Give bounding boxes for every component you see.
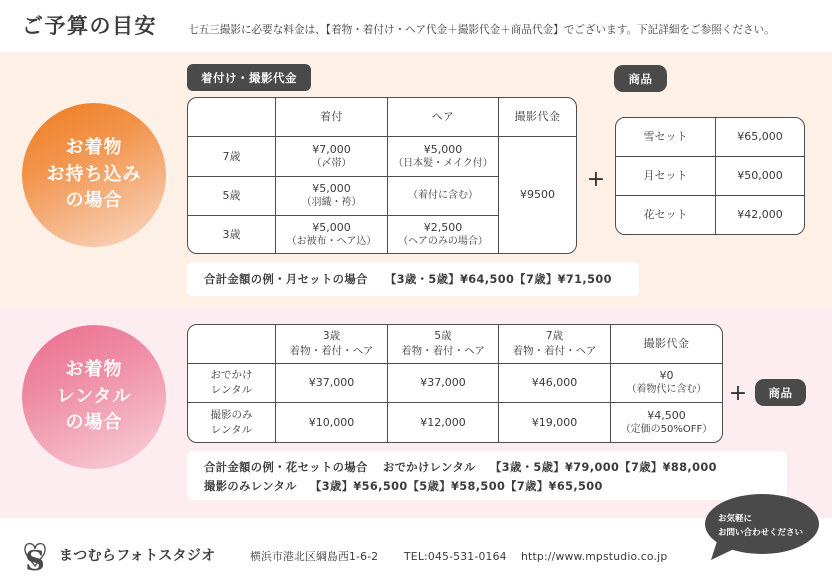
circle-line: レンタル bbox=[56, 385, 132, 407]
rental-fee-table bbox=[187, 324, 723, 443]
header-age: 3歳 bbox=[322, 330, 341, 342]
header-photo-fee: 撮影代金 bbox=[499, 98, 576, 137]
example-plan: おでかけレンタル bbox=[383, 461, 476, 474]
kitsuke-price-cell-7 bbox=[276, 137, 388, 177]
plan-line: レンタル bbox=[210, 423, 253, 436]
product-name: 花セット bbox=[616, 196, 716, 234]
example-values: 【3歳】¥56,500【5歳】¥58,500【7歳】¥65,500 bbox=[310, 480, 603, 493]
plan-line: おでかけ bbox=[210, 369, 253, 381]
studio-url: http://www.mpstudio.co.jp bbox=[521, 550, 668, 563]
price-cell: ¥37,000 bbox=[276, 364, 388, 403]
price-cell: ¥19,000 bbox=[499, 403, 611, 442]
header-age-3 bbox=[276, 325, 388, 364]
price-note: （着付に含む） bbox=[408, 190, 478, 201]
fee-label-pill: 着付け・撮影代金 bbox=[187, 64, 311, 91]
plan-line: レンタル bbox=[210, 384, 253, 396]
page-title: ご予算の目安 bbox=[22, 14, 157, 38]
price: ¥7,000 bbox=[312, 142, 351, 156]
price-cell: ¥37,000 bbox=[388, 364, 499, 403]
page-description: 七五三撮影に必要な料金は、【着物・着付け・ヘア代金＋撮影代金＋商品代金】でございます。下記詳細をご参照ください。 bbox=[188, 24, 775, 36]
total-example-box bbox=[187, 451, 787, 500]
circle-line: お着物 bbox=[65, 137, 123, 159]
kitsuke-price-cell-3 bbox=[276, 216, 388, 253]
price-note: （定価の50%OFF） bbox=[620, 423, 713, 435]
studio-name: まつむらフォトスタジオ bbox=[59, 548, 216, 564]
header-items: 着物・着付・ヘア bbox=[512, 345, 597, 357]
plus-sign: + bbox=[586, 167, 606, 192]
price-note: （お被布・ヘア込） bbox=[286, 235, 377, 247]
circle-line: の場合 bbox=[65, 190, 123, 212]
circle-line: お持ち込み bbox=[46, 163, 142, 185]
product-price: ¥42,000 bbox=[737, 208, 783, 221]
hair-price-cell-7 bbox=[388, 137, 499, 177]
heart-s-logo-icon bbox=[22, 539, 48, 573]
price: ¥0 bbox=[659, 369, 674, 382]
plan-line: 撮影のみ bbox=[210, 408, 253, 421]
example-label: 合計金額の例・花セットの場合 bbox=[204, 461, 368, 474]
table-corner-cell bbox=[188, 325, 276, 364]
age-label-3: 3歳 bbox=[188, 216, 276, 253]
price: ¥2,500 bbox=[423, 220, 463, 234]
example-plan: 撮影のみレンタル bbox=[204, 480, 297, 493]
photo-fee-cell bbox=[611, 364, 722, 403]
products-label-pill: 商品 bbox=[614, 65, 667, 92]
price: ¥5,000 bbox=[312, 220, 351, 234]
hair-price-cell-3 bbox=[388, 216, 499, 253]
age-label-7: 7歳 bbox=[188, 137, 276, 177]
header-age-7 bbox=[499, 325, 611, 364]
header-age-5 bbox=[388, 325, 499, 364]
price-note: （羽織・袴） bbox=[301, 197, 362, 208]
product-price: ¥50,000 bbox=[716, 157, 804, 196]
kitsuke-price-cell-5 bbox=[276, 177, 388, 216]
contact-bubble-line: お問い合わせください bbox=[718, 528, 804, 538]
product-price: ¥65,000 bbox=[716, 118, 804, 157]
price: ¥5,000 bbox=[423, 142, 463, 156]
plan-label-photo-only bbox=[188, 403, 276, 442]
table-corner-cell bbox=[188, 98, 276, 137]
photo-fee-cell: ¥9500 bbox=[520, 188, 555, 201]
contact-bubble-line: お気軽に bbox=[718, 514, 753, 524]
header-age: 7歳 bbox=[545, 330, 564, 342]
product-name: 雪セット bbox=[616, 118, 716, 157]
studio-address: 横浜市港北区綱島西1-6-2 bbox=[250, 550, 379, 563]
total-example-box bbox=[187, 262, 639, 296]
price: ¥4,500 bbox=[647, 408, 686, 422]
header-hair: ヘア bbox=[388, 98, 499, 137]
products-table bbox=[615, 117, 805, 235]
rental-circle-badge bbox=[22, 325, 166, 469]
plus-sign: + bbox=[728, 381, 748, 406]
circle-line: お着物 bbox=[65, 359, 123, 381]
plan-label-odekake bbox=[188, 364, 276, 403]
price-cell: ¥46,000 bbox=[499, 364, 611, 403]
price-cell: ¥10,000 bbox=[276, 403, 388, 442]
header-kitsuke: 着付 bbox=[276, 98, 388, 137]
example-values: 【3歳・5歳】¥64,500【7歳】¥71,500 bbox=[385, 273, 612, 286]
hair-price-cell-5 bbox=[388, 177, 499, 216]
circle-line: の場合 bbox=[65, 412, 123, 434]
header-age: 5歳 bbox=[434, 330, 452, 342]
age-label-5: 5歳 bbox=[188, 177, 276, 216]
price-note: （〆帯） bbox=[311, 157, 352, 169]
photo-fee-cell bbox=[611, 403, 722, 442]
price: ¥5,000 bbox=[312, 182, 351, 195]
header-items: 着物・着付・ヘア bbox=[289, 345, 374, 357]
logo-letter: S bbox=[25, 546, 45, 573]
bring-own-circle-badge bbox=[22, 103, 166, 247]
price-note: （ヘアのみの場合） bbox=[398, 235, 488, 247]
price-note: （着物代に含む） bbox=[626, 384, 707, 395]
products-label-pill: 商品 bbox=[755, 379, 806, 406]
example-values: 【3歳・5歳】¥79,000【7歳】¥88,000 bbox=[490, 461, 717, 474]
price-note: （日本髪・メイク付） bbox=[393, 157, 493, 169]
price-cell: ¥12,000 bbox=[388, 403, 499, 442]
header-photo-fee: 撮影代金 bbox=[611, 325, 722, 364]
example-label: 合計金額の例・月セットの場合 bbox=[204, 273, 368, 286]
kitsuke-photo-fee-table bbox=[187, 97, 577, 254]
product-name: 月セット bbox=[616, 157, 716, 196]
studio-tel: TEL:045-531-0164 bbox=[404, 550, 507, 563]
header-items: 着物・着付・ヘア bbox=[401, 345, 485, 357]
